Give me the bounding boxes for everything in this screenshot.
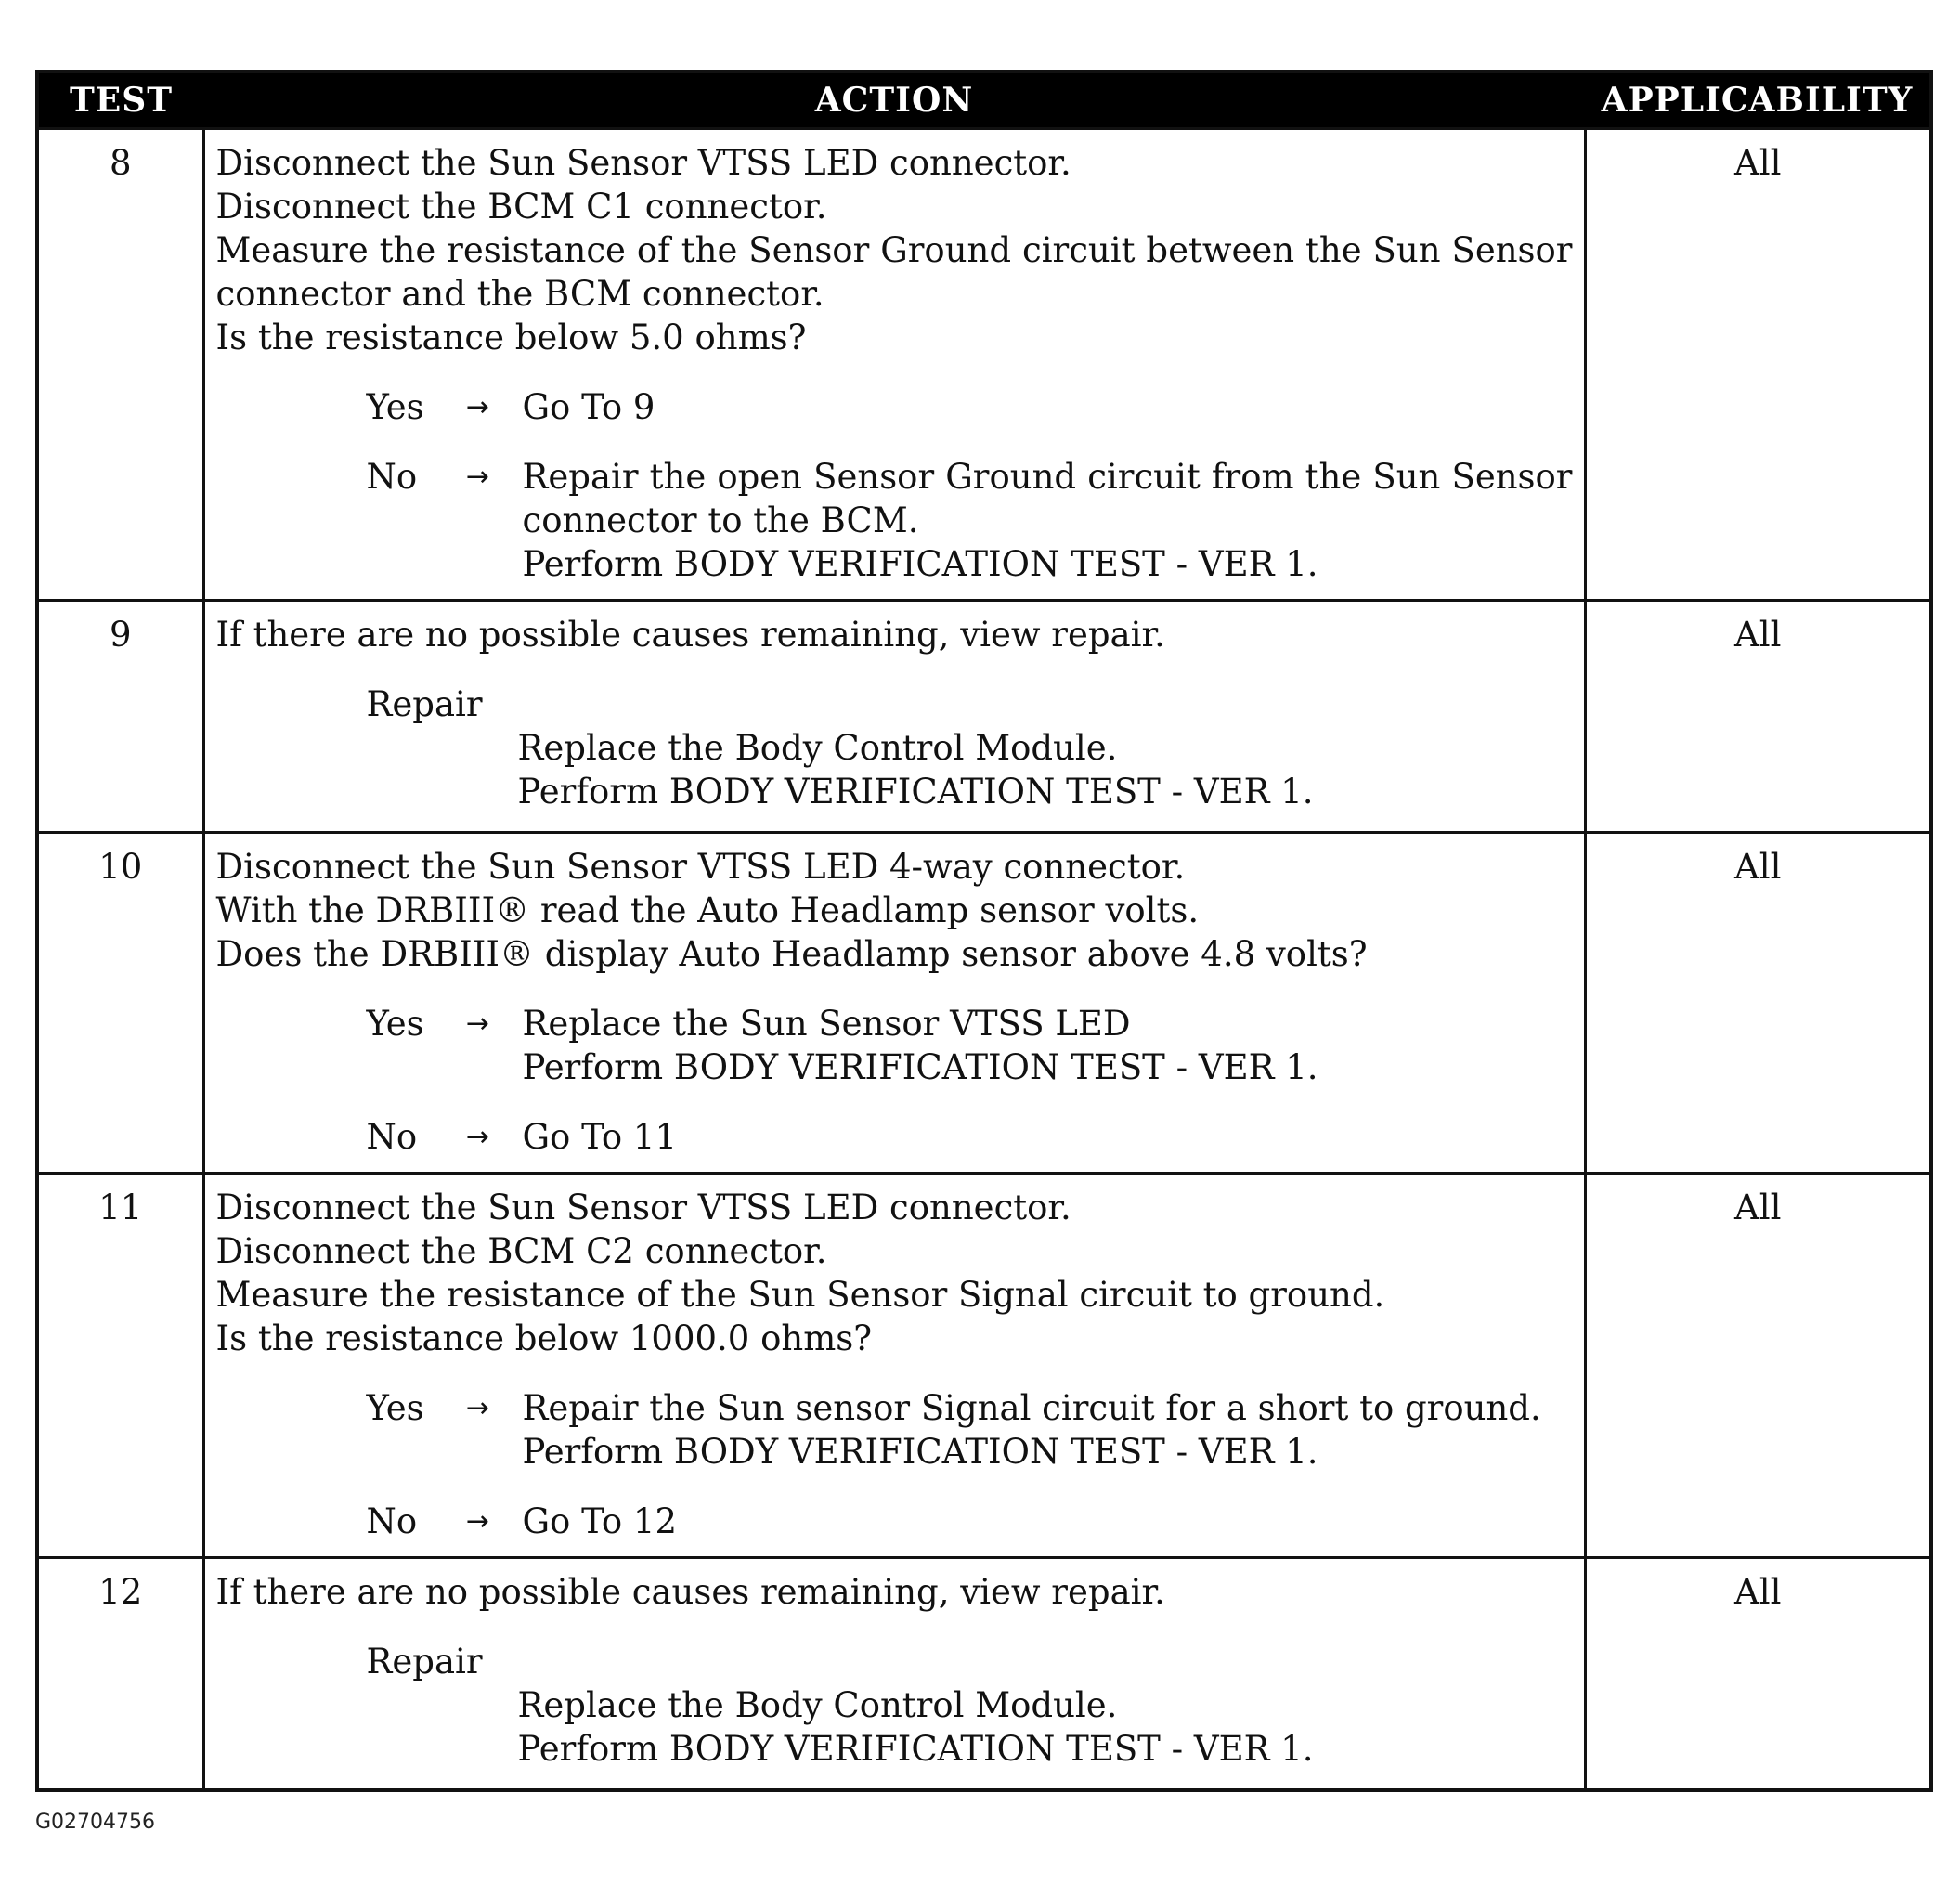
no-result-line: Perform BODY VERIFICATION TEST - VER 1.: [522, 544, 1318, 584]
table-body: [37, 129, 1931, 1790]
action-cell: [203, 601, 1585, 833]
action-line: Measure the resistance of the Sensor Ground circuit between the Sun Sensor connector and the BCM connector.: [215, 230, 1573, 314]
yes-response: [216, 385, 1573, 429]
right-arrow-icon: →: [465, 1007, 490, 1040]
action-cell: [203, 1174, 1585, 1558]
action-line: Disconnect the BCM C1 connector.: [215, 187, 827, 227]
applicability-value: All: [1585, 129, 1931, 601]
no-response: [216, 1115, 1573, 1159]
yes-label: Yes: [366, 387, 424, 427]
applicability-value: All: [1585, 1558, 1931, 1790]
repair-instructions: [518, 726, 1573, 813]
test-number: 8: [37, 129, 203, 601]
action-line: Disconnect the BCM C2 connector.: [215, 1231, 827, 1271]
right-arrow-icon: →: [465, 1505, 490, 1538]
no-label: No: [366, 1117, 418, 1157]
no-result: [523, 455, 1573, 586]
right-arrow-icon: →: [465, 461, 490, 493]
test-number: 12: [37, 1558, 203, 1790]
no-label: No: [366, 457, 418, 497]
yes-result-line: Perform BODY VERIFICATION TEST - VER 1.: [522, 1047, 1318, 1087]
yes-result: [523, 1002, 1573, 1089]
action-line: Does the DRBIII® display Auto Headlamp sensor above 4.8 volts?: [215, 934, 1368, 974]
diagnostic-test-table-container: [35, 70, 1929, 1792]
repair-label: Repair: [366, 684, 483, 724]
action-line: If there are no possible causes remaining, view repair.: [215, 615, 1165, 655]
test-number: 11: [37, 1174, 203, 1558]
repair-line: Replace the Body Control Module.: [517, 1685, 1118, 1725]
header-test: TEST: [37, 71, 203, 129]
yes-result: [523, 385, 1573, 429]
table-row-test-9: [37, 601, 1931, 833]
diagnostic-test-table: [35, 70, 1933, 1792]
no-response: [216, 1500, 1573, 1543]
action-line: Measure the resistance of the Sun Sensor Signal circuit to ground.: [215, 1275, 1385, 1315]
no-result: [523, 1500, 1573, 1543]
action-line: Disconnect the Sun Sensor VTSS LED 4-way connector.: [215, 847, 1186, 887]
table-row-test-11: [37, 1174, 1931, 1558]
yes-response: [216, 1002, 1573, 1089]
action-cell: [203, 129, 1585, 601]
no-result-line: Go To 12: [522, 1501, 678, 1541]
right-arrow-icon: →: [465, 391, 490, 423]
figure-id: G02704756: [35, 1811, 156, 1834]
yes-result-line: Perform BODY VERIFICATION TEST - VER 1.: [522, 1432, 1318, 1472]
header-applicability: APPLICABILITY: [1585, 71, 1931, 129]
no-response: [216, 455, 1573, 586]
table-row-test-10: [37, 833, 1931, 1174]
action-line: Disconnect the Sun Sensor VTSS LED connector.: [215, 143, 1071, 183]
yes-response: [216, 1386, 1573, 1474]
repair-line: Perform BODY VERIFICATION TEST - VER 1.: [517, 1729, 1314, 1769]
test-number: 9: [37, 601, 203, 833]
right-arrow-icon: →: [465, 1121, 490, 1153]
yes-result-line: Go To 9: [522, 387, 655, 427]
repair-instructions: [518, 1683, 1573, 1771]
header-row: [37, 71, 1931, 129]
header-action: ACTION: [203, 71, 1585, 129]
yes-label: Yes: [366, 1004, 424, 1044]
no-result-line: Repair the open Sensor Ground circuit from the Sun Sensor connector to the BCM.: [522, 457, 1573, 540]
repair-line: Replace the Body Control Module.: [517, 728, 1118, 768]
action-cell: [203, 833, 1585, 1174]
yes-label: Yes: [366, 1388, 424, 1428]
action-line: With the DRBIII® read the Auto Headlamp sensor volts.: [215, 890, 1200, 930]
yes-result-line: Repair the Sun sensor Signal circuit for a short to ground.: [522, 1388, 1541, 1428]
no-result-line: Go To 11: [522, 1117, 678, 1157]
test-number: 10: [37, 833, 203, 1174]
action-cell: [203, 1558, 1585, 1790]
applicability-value: All: [1585, 601, 1931, 833]
repair-label: Repair: [366, 1642, 483, 1682]
applicability-value: All: [1585, 1174, 1931, 1558]
yes-result: [523, 1386, 1573, 1474]
applicability-value: All: [1585, 833, 1931, 1174]
no-label: No: [366, 1501, 418, 1541]
yes-result-line: Replace the Sun Sensor VTSS LED: [522, 1004, 1131, 1044]
no-result: [523, 1115, 1573, 1159]
table-row-test-8: [37, 129, 1931, 601]
action-line: If there are no possible causes remaining, view repair.: [215, 1572, 1165, 1612]
repair-line: Perform BODY VERIFICATION TEST - VER 1.: [517, 772, 1314, 812]
action-line: Is the resistance below 5.0 ohms?: [215, 318, 807, 357]
table-row-test-12: [37, 1558, 1931, 1790]
table-header: [37, 71, 1931, 129]
action-line: Is the resistance below 1000.0 ohms?: [215, 1318, 873, 1358]
action-line: Disconnect the Sun Sensor VTSS LED connector.: [215, 1188, 1071, 1227]
right-arrow-icon: →: [465, 1392, 490, 1424]
